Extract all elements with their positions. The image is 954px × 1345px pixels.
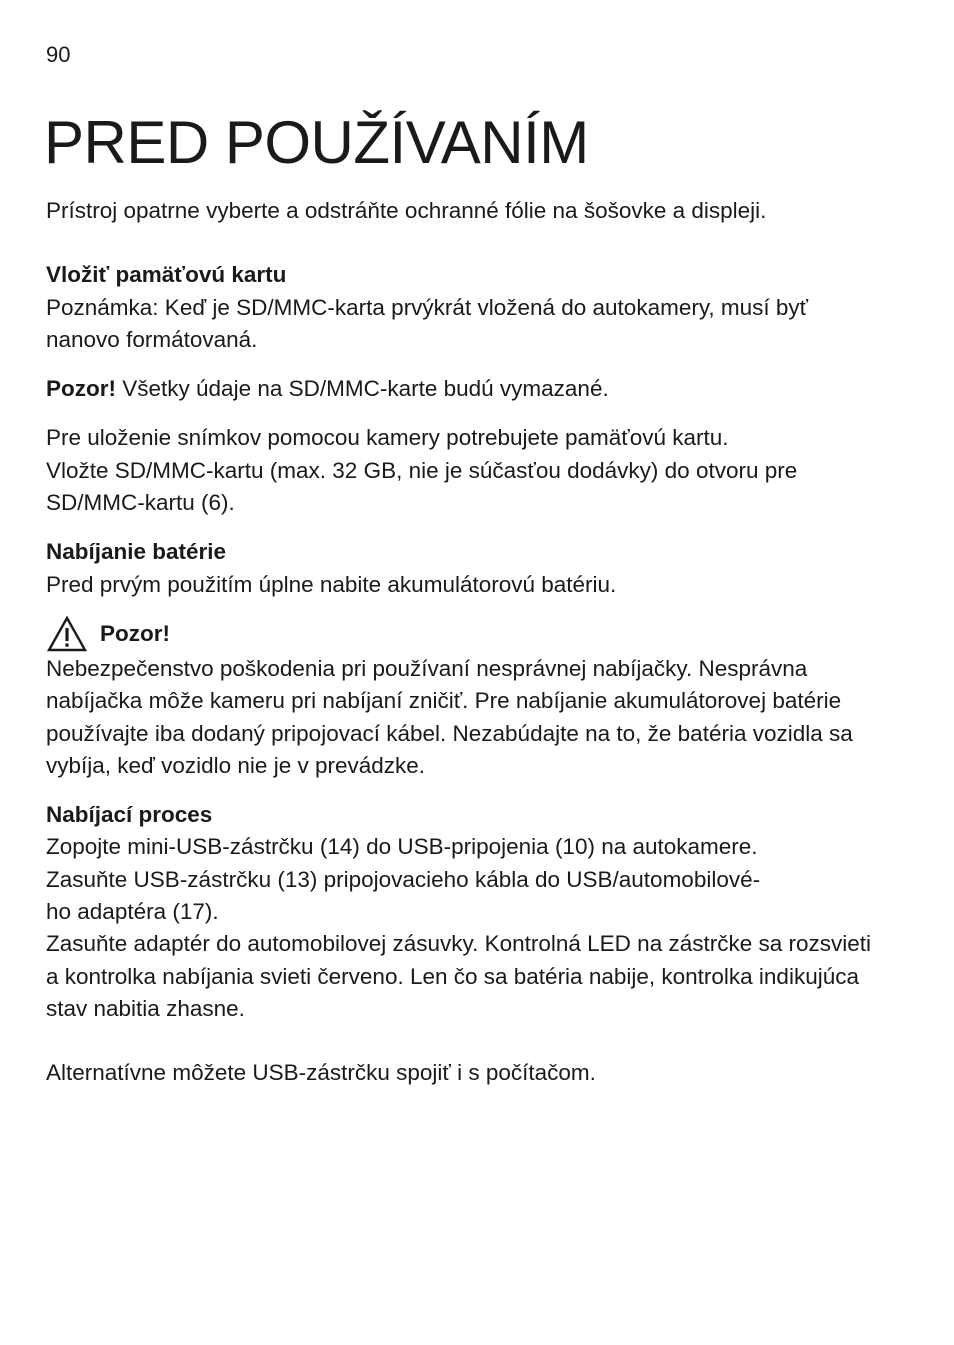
memory-card-warning-text: Všetky údaje na SD/MMC-karte budú vymazané. — [116, 376, 609, 402]
memory-card-warning — [46, 373, 876, 405]
battery-text: Pred prvým použitím úplne nabite akumulátorovú batériu. — [46, 571, 617, 597]
charging-heading: Nabíjací proces — [46, 802, 213, 828]
memory-card-instructions — [46, 422, 876, 519]
intro-paragraph: Prístroj opatrne vyberte a odstráňte ochranné fólie na šošovke a displeji. — [46, 198, 767, 223]
page-content — [46, 195, 876, 1090]
memory-card-warning-label: Pozor! — [46, 376, 116, 402]
charging-alternative: Alternatívne môžete USB-zástrčku spojiť i s počítačom. — [46, 1060, 596, 1086]
charging-steps — [46, 831, 876, 1025]
memory-card-note: Poznámka: Keď je SD/MMC-karta prvýkrát vložená do autokamery, musí byť nanovo formátovaná. — [46, 294, 809, 352]
charging-step-2-line-2: ho adaptéra (17). — [46, 899, 219, 925]
battery-heading: Nabíjanie batérie — [46, 539, 227, 565]
battery-warning-text: Nebezpečenstvo poškodenia pri používaní nesprávnej nabíjačky. Nesprávna nabíjačka môže kameru pri nabíjaní zničiť. Pre nabíjanie akumulátorovej batérie používajte iba dodaný pripojovací kábel. Nezabúdajte na to, že batéria vozidla sa vybíja, keď vozidlo nie je v prevádzke. — [46, 655, 853, 778]
charging-step-1: Zopojte mini-USB-zástrčku (14) do USB-pripojenia (10) na autokamere. — [46, 834, 758, 860]
warning-triangle-icon — [46, 615, 88, 653]
memory-card-instructions-2: Vložte SD/MMC-kartu (max. 32 GB, nie je súčasťou dodávky) do otvoru pre SD/MMC-kartu (6). — [46, 457, 798, 516]
memory-card-heading: Vložiť pamäťovú kartu — [46, 262, 287, 288]
charging-step-2-line-1: Zasuňte USB-zástrčku (13) pripojovacieho kábla do USB/automobilové- — [46, 866, 761, 892]
page-number: 90 — [46, 42, 71, 67]
page-title: PRED POUŽÍVANÍM — [44, 109, 589, 176]
memory-card-instructions-1: Pre uloženie snímkov pomocou kamery potrebujete pamäťovú kartu. — [46, 425, 729, 451]
charging-step-3: Zasuňte adaptér do automobilovej zásuvky. Kontrolná LED na zástrčke sa rozsvieti a kontrolka nabíjania svieti červeno. Len čo sa batéria nabije, kontrolka indikujúca stav nabitia zhasne. — [46, 931, 872, 1021]
battery-warning-label: Pozor! — [100, 620, 170, 646]
battery-warning-heading — [46, 615, 876, 653]
